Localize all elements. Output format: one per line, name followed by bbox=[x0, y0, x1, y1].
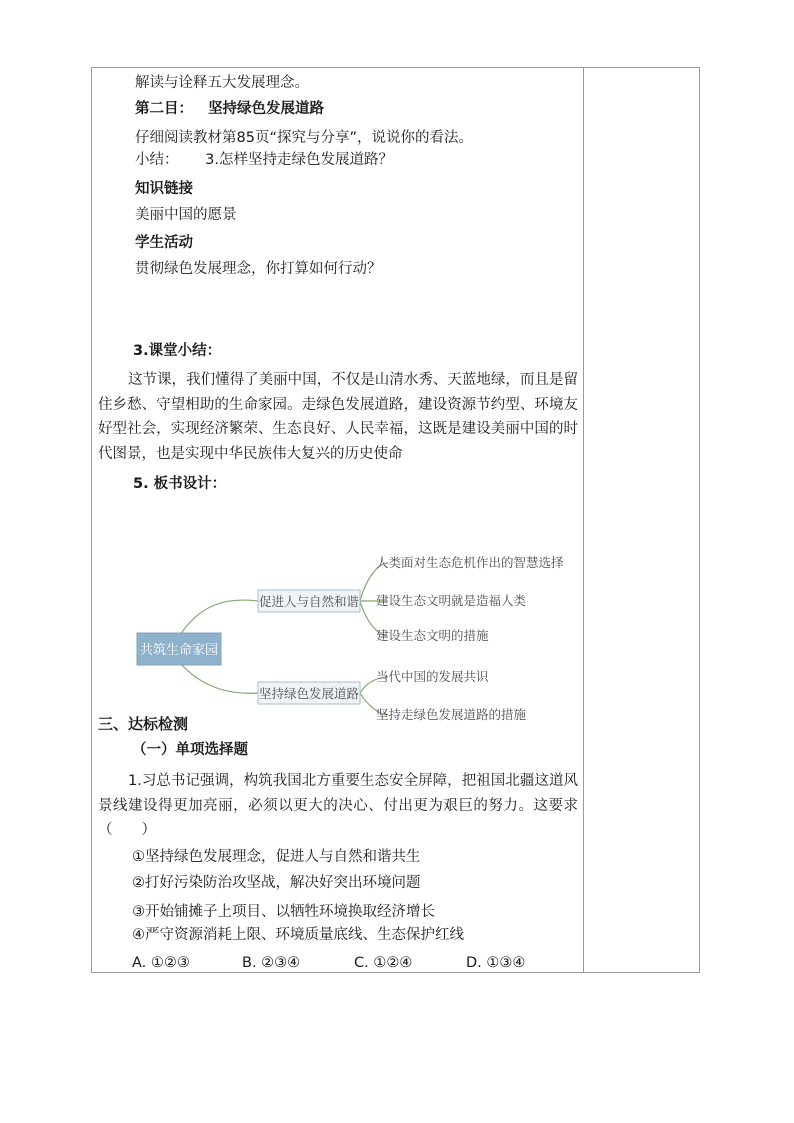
option-item: ③开始铺摊子上项目、以牺牲环境换取经济增长 bbox=[132, 904, 435, 920]
leaf-label: 建设生态文明就是造福人类 bbox=[376, 593, 527, 608]
option-item: ②打好污染防治攻坚战，解决好突出环境问题 bbox=[132, 875, 421, 891]
section-title bbox=[135, 99, 324, 119]
answer-choice: D. ①③④ bbox=[466, 955, 526, 971]
section-label: 第二目： bbox=[135, 101, 193, 117]
branch-label: 坚持绿色发展道路 bbox=[258, 686, 360, 701]
section-topic: 坚持绿色发展道路 bbox=[208, 101, 325, 117]
column-divider bbox=[583, 67, 584, 973]
text-line: 解读与诠释五大发展理念。 bbox=[135, 75, 309, 91]
answer-choice: B. ②③④ bbox=[242, 955, 301, 971]
board-mindmap bbox=[95, 535, 575, 725]
class-summary-paragraph: 这节课，我们懂得了美丽中国，不仅是山清水秀、天蓝地绿，而且是留住乡愁、守望相助的生命家园。走绿色发展道路，建设资源节约型、环境友好型社会，实现经济繁荣、生态良好、人民幸福，这既是建设美丽中国的时代图景，也是实现中华民族伟大复兴的历史使命 bbox=[98, 372, 578, 462]
connector-line bbox=[180, 663, 258, 693]
summary-line bbox=[135, 150, 393, 170]
board-design-heading: 5. 板书设计： bbox=[133, 476, 227, 492]
option-item: ①坚持绿色发展理念，促进人与自然和谐共生 bbox=[132, 849, 421, 865]
answer-choice: C. ①②④ bbox=[354, 955, 413, 971]
summary-question: 3.怎样坚持走绿色发展道路？ bbox=[205, 152, 393, 168]
leaf-label: 人类面对生态危机作出的智慧选择 bbox=[376, 555, 564, 570]
question-text: 1.习总书记强调，构筑我国北方重要生态安全屏障，把祖国北疆这道风景线建设得更加亮丽，必须以更大的决心、付出更为艰巨的努力。这要求（ ） bbox=[98, 773, 578, 838]
option-item: ④严守资源消耗上限、环境质量底线、生态保护红线 bbox=[132, 927, 464, 943]
text-line: 美丽中国的愿景 bbox=[135, 207, 237, 223]
text-line: 贯彻绿色发展理念，你打算如何行动？ bbox=[135, 261, 382, 277]
connector-line bbox=[180, 600, 258, 635]
class-summary-heading: 3.课堂小结： bbox=[133, 343, 222, 359]
leaf-label: 建设生态文明的措施 bbox=[376, 628, 489, 643]
branch-label: 促进人与自然和谐 bbox=[258, 594, 360, 609]
text-line: 仔细阅读教材第85页“探究与分享”，说说你的看法。 bbox=[135, 130, 473, 146]
root-label: 共筑生命家园 bbox=[139, 643, 219, 658]
heading-knowledge-link: 知识链接 bbox=[135, 181, 193, 197]
summary-label: 小结： bbox=[135, 152, 179, 168]
test-heading: 三、达标检测 bbox=[98, 715, 189, 733]
leaf-label: 当代中国的发展共识 bbox=[376, 669, 489, 684]
test-subheading: （一）单项选择题 bbox=[132, 742, 248, 758]
heading-student-activity: 学生活动 bbox=[135, 235, 193, 251]
answer-choice: A. ①②③ bbox=[132, 955, 190, 971]
leaf-label: 坚持走绿色发展道路的措施 bbox=[376, 707, 527, 722]
